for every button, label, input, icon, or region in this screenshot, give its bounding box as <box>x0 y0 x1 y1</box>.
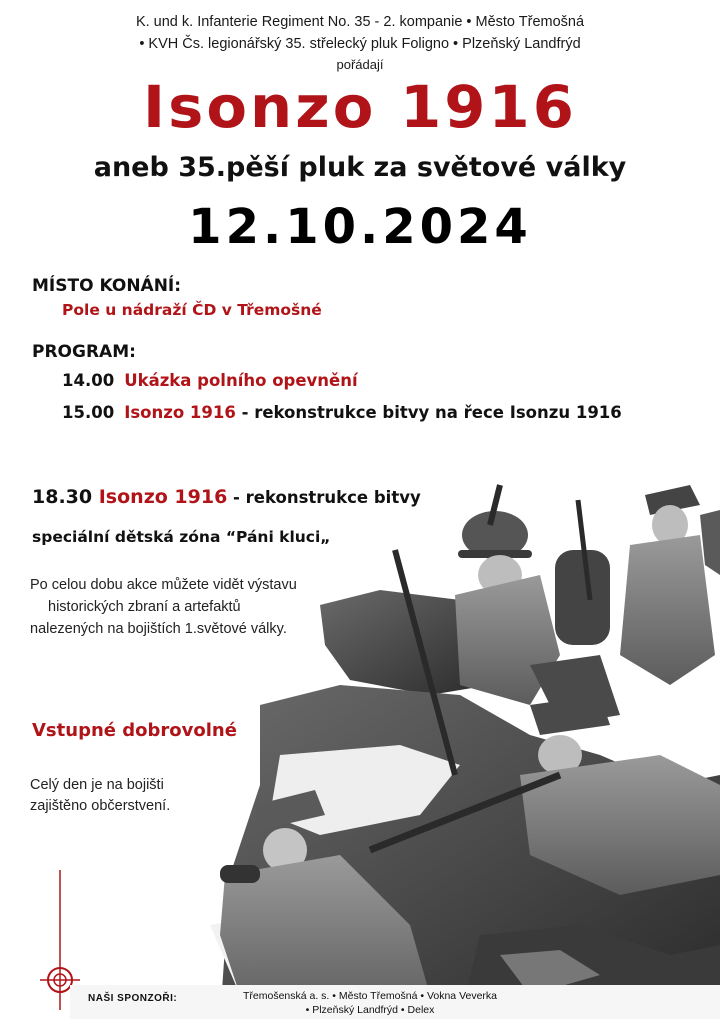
program-highlight: Isonzo 1916 <box>124 403 236 422</box>
organizers-line-2: • KVH Čs. legionářský 35. střelecký pluk Foligno • Plzeňský Landfrýd <box>139 36 581 52</box>
sponsors-label: NAŠI SPONZOŘI: <box>88 993 178 1004</box>
kids-zone: speciální dětská zóna “Páni kluci„ <box>32 528 331 546</box>
main-program-time: 18.30 <box>32 486 93 508</box>
main-program-line <box>32 486 421 508</box>
program-label: PROGRAM: <box>32 342 136 362</box>
exhibition-line-2: historických zbraní a artefaktů <box>48 599 241 615</box>
exhibition-line-1: Po celou dobu akce můžete vidět výstavu <box>30 577 297 593</box>
program-item <box>62 403 622 422</box>
event-title: Isonzo 1916 <box>143 73 577 141</box>
main-program-rest: - rekonstrukce bitvy <box>227 488 421 507</box>
program-time: 14.00 <box>62 371 115 390</box>
venue-label: MÍSTO KONÁNÍ: <box>32 276 182 296</box>
event-subtitle: aneb 35.pěší pluk za světové války <box>93 152 627 183</box>
program-rest: - rekonstrukce bitvy na řece Isonzu 1916 <box>235 403 622 422</box>
main-program-highlight: Isonzo 1916 <box>98 486 228 508</box>
entry-fee: Vstupné dobrovolné <box>32 720 237 741</box>
program-highlight: Ukázka polního opevnění <box>124 371 358 390</box>
organizers-line-1: K. und k. Infanterie Regiment No. 35 - 2. kompanie • Město Třemošná <box>135 14 585 30</box>
presents-label: pořádají <box>336 57 384 72</box>
food-line-1: Celý den je na bojišti <box>30 777 164 793</box>
venue-value: Pole u nádraží ČD v Třemošné <box>62 301 322 319</box>
program-item <box>62 371 358 390</box>
event-date: 12.10.2024 <box>188 199 532 255</box>
sponsors-line-1: Třemošenská a. s. • Město Třemošná • Vokna Veverka <box>242 990 498 1002</box>
food-line-2: zajištěno občerstvení. <box>30 798 171 814</box>
sponsors-line-2: • Plzeňský Landfrýd • Delex <box>305 1004 435 1016</box>
exhibition-line-3: nalezených na bojištích 1.světové války. <box>30 621 287 637</box>
program-time: 15.00 <box>62 403 115 422</box>
